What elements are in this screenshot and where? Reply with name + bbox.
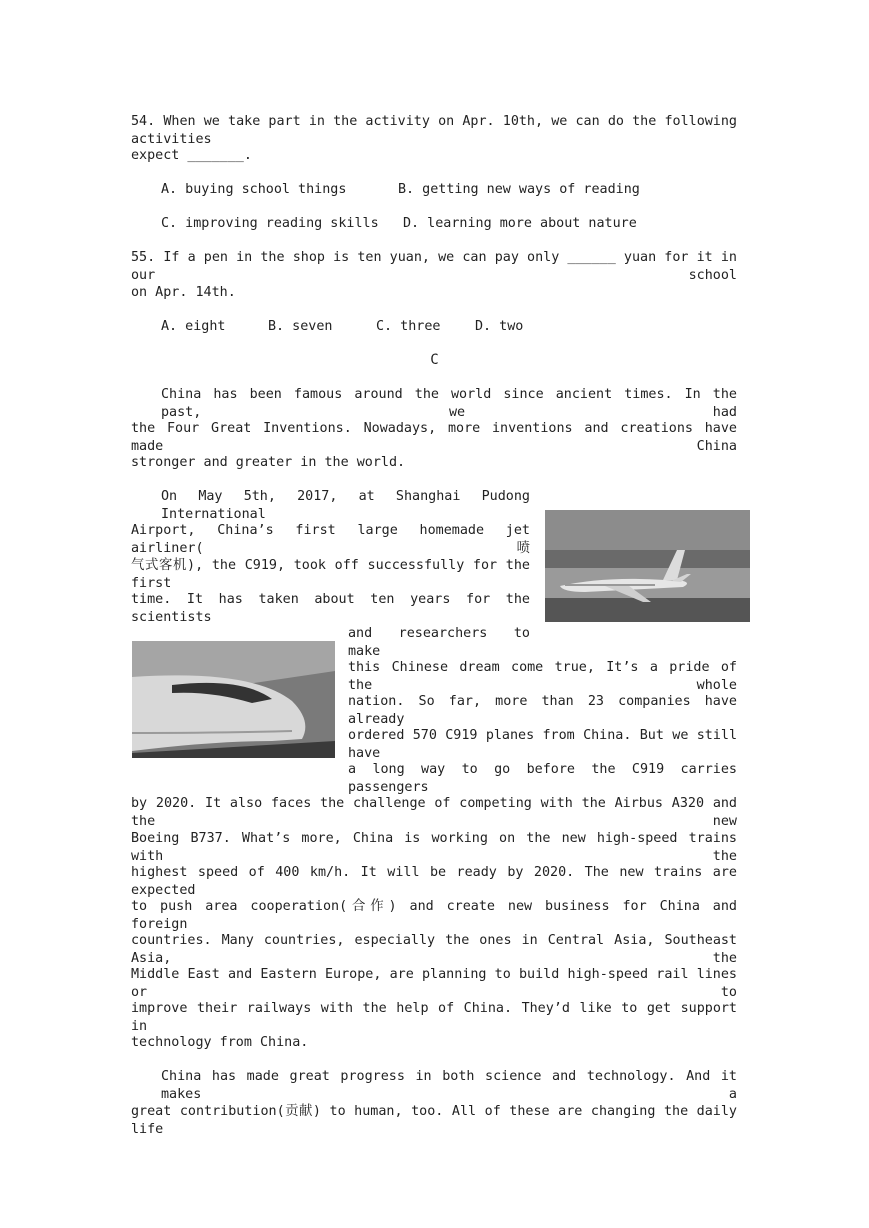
- q55-option-a: A. eight: [161, 319, 226, 334]
- paragraph-line: stronger and greater in the world.: [131, 455, 406, 470]
- paragraph-line: a long way to go before the C919 carries passengers: [348, 762, 737, 795]
- q55-stem-line1: 55. If a pen in the shop is ten yuan, we can pay only ______ yuan for it in our school: [131, 250, 737, 283]
- paragraph-line: improve their railways with the help of China. They’d like to get support in: [131, 1001, 737, 1034]
- paragraph-line: technology from China.: [131, 1035, 309, 1050]
- paragraph-line: ordered 570 C919 planes from China. But we still have: [348, 728, 737, 761]
- paragraph-line: the Four Great Inventions. Nowadays, more inventions and creations have made China: [131, 421, 737, 454]
- q54-option-c: C. improving reading skills: [161, 216, 379, 231]
- paragraph-line: nation. So far, more than 23 companies have already: [348, 694, 737, 727]
- paragraph-line: China has been famous around the world since ancient times. In the past, we had: [161, 387, 737, 420]
- paragraph-line: China has made great progress in both science and technology. And it makes a: [161, 1069, 737, 1102]
- high-speed-train-photo: [132, 641, 335, 758]
- q54-stem-line2: expect _______.: [131, 148, 252, 163]
- q55-stem-line2: on Apr. 14th.: [131, 285, 236, 300]
- paragraph-line: On May 5th, 2017, at Shanghai Pudong International: [161, 489, 530, 522]
- q55-option-d: D. two: [475, 319, 524, 334]
- q55-option-c: C. three: [376, 319, 441, 334]
- q55-option-b: B. seven: [268, 319, 333, 334]
- paragraph-line: Airport, China’s first large homemade jet airliner(喷: [131, 523, 530, 556]
- paragraph-line: Boeing B737. What’s more, China is working on the new high-speed trains with the: [131, 831, 737, 864]
- paragraph-line: countries. Many countries, especially the ones in Central Asia, Southeast Asia, the: [131, 933, 737, 966]
- paragraph-line: highest speed of 400 km/h. It will be ready by 2020. The new trains are expected: [131, 865, 737, 898]
- q54-option-b: B. getting new ways of reading: [398, 182, 640, 197]
- paragraph-line: 气式客机), the C919, took off successfully for the first: [131, 558, 530, 591]
- paragraph-line: and researchers to make: [348, 626, 530, 659]
- paragraph-line: Middle East and Eastern Europe, are planning to build high-speed rail lines or to: [131, 967, 737, 1000]
- q54-option-a: A. buying school things: [161, 182, 347, 197]
- q54-stem-line1: 54. When we take part in the activity on Apr. 10th, we can do the following activities: [131, 114, 737, 147]
- paragraph-line: great contribution(贡献) to human, too. All of these are changing the daily life: [131, 1104, 737, 1137]
- paragraph-line: to push area cooperation(合作) and create new business for China and foreign: [131, 899, 737, 932]
- airliner-photo: [545, 510, 750, 622]
- paragraph-line: this Chinese dream come true, It’s a pride of the whole: [348, 660, 737, 693]
- q54-option-d: D. learning more about nature: [403, 216, 637, 231]
- section-heading: C: [430, 352, 439, 368]
- paragraph-line: time. It has taken about ten years for the scientists: [131, 592, 530, 625]
- paragraph-line: by 2020. It also faces the challenge of competing with the Airbus A320 and the new: [131, 796, 737, 829]
